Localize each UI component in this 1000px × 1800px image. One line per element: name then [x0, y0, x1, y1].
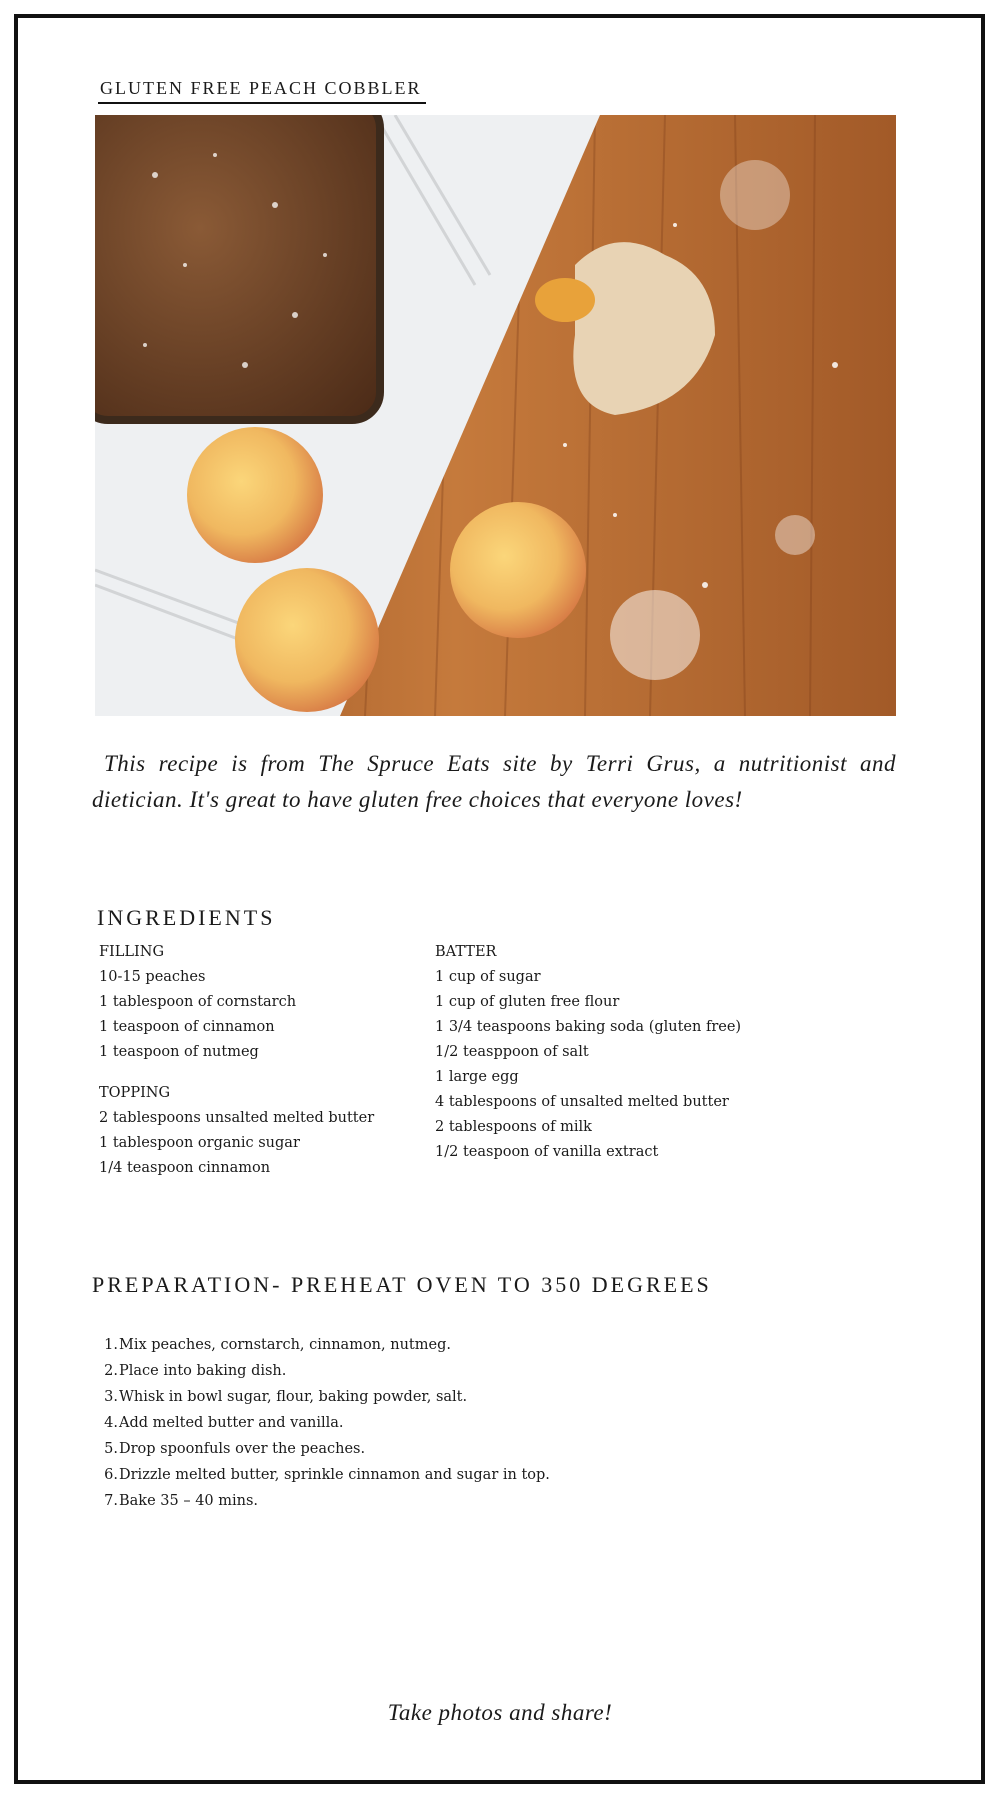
step-number: 4. — [104, 1415, 118, 1431]
ingredient-line: 1 3/4 teaspoons baking soda (gluten free) — [435, 1019, 742, 1035]
ingredient-line: FILLING — [99, 944, 165, 960]
step-text: Whisk in bowl sugar, flour, baking powder, salt. — [119, 1389, 468, 1405]
step-text: Add melted butter and vanilla. — [119, 1415, 344, 1431]
ingredient-line: 2 tablespoons of milk — [435, 1119, 592, 1135]
ingredient-line: TOPPING — [99, 1085, 171, 1101]
step-item — [100, 1332, 550, 1358]
ingredient-line: 1/4 teaspoon cinnamon — [99, 1160, 271, 1176]
preparation-heading: PREPARATION- PREHEAT OVEN TO 350 DEGREES — [92, 1272, 712, 1297]
recipe-intro: This recipe is from The Spruce Eats site by Terri Grus, a nutritionist and dietician. It's great to have gluten free choices that everyone loves! — [92, 751, 896, 812]
ingredient-line: BATTER — [435, 944, 497, 960]
footer-note: Take photos and share! — [387, 1700, 613, 1725]
peach-cobbler-photo — [95, 115, 896, 716]
ingredient-line: 2 tablespoons unsalted melted butter — [99, 1110, 375, 1126]
step-text: Mix peaches, cornstarch, cinnamon, nutmeg. — [119, 1337, 451, 1353]
ingredient-line: 1 tablespoon organic sugar — [99, 1135, 300, 1151]
ingredient-line: 1 large egg — [435, 1069, 519, 1085]
step-text: Place into baking dish. — [119, 1363, 287, 1379]
ingredient-line: 4 tablespoons of unsalted melted butter — [435, 1094, 729, 1110]
step-number: 2. — [104, 1363, 118, 1379]
step-number: 7. — [104, 1493, 118, 1509]
step-text: Drizzle melted butter, sprinkle cinnamon and sugar in top. — [119, 1467, 550, 1483]
ingredients-heading: INGREDIENTS — [97, 905, 276, 930]
ingredients-right-column — [435, 940, 855, 1165]
step-number: 6. — [104, 1467, 118, 1483]
step-text: Drop spoonfuls over the peaches. — [119, 1441, 366, 1457]
preparation-steps — [100, 1332, 550, 1514]
recipe-title: GLUTEN FREE PEACH COBBLER — [100, 78, 422, 98]
step-item — [100, 1384, 550, 1410]
step-number: 1. — [104, 1337, 118, 1353]
ingredient-line: 1 teaspoon of cinnamon — [99, 1019, 275, 1035]
step-item — [100, 1436, 550, 1462]
step-text: Bake 35 – 40 mins. — [119, 1493, 259, 1509]
ingredients-left-column — [99, 940, 419, 1181]
ingredient-line: 1 teaspoon of nutmeg — [99, 1044, 259, 1060]
step-number: 3. — [104, 1389, 118, 1405]
ingredient-line: 1 cup of gluten free flour — [435, 994, 620, 1010]
title-underline — [98, 102, 426, 104]
ingredient-line: 1/2 teaspoon of vanilla extract — [435, 1144, 659, 1160]
step-item — [100, 1462, 550, 1488]
step-number: 5. — [104, 1441, 118, 1457]
step-item — [100, 1358, 550, 1384]
ingredient-line: 1 cup of sugar — [435, 969, 541, 985]
ingredient-line: 10-15 peaches — [99, 969, 206, 985]
step-item — [100, 1488, 550, 1514]
ingredient-line: 1/2 teasppoon of salt — [435, 1044, 589, 1060]
ingredient-line: 1 tablespoon of cornstarch — [99, 994, 297, 1010]
step-item — [100, 1410, 550, 1436]
ingredient-spacer — [99, 1065, 419, 1081]
